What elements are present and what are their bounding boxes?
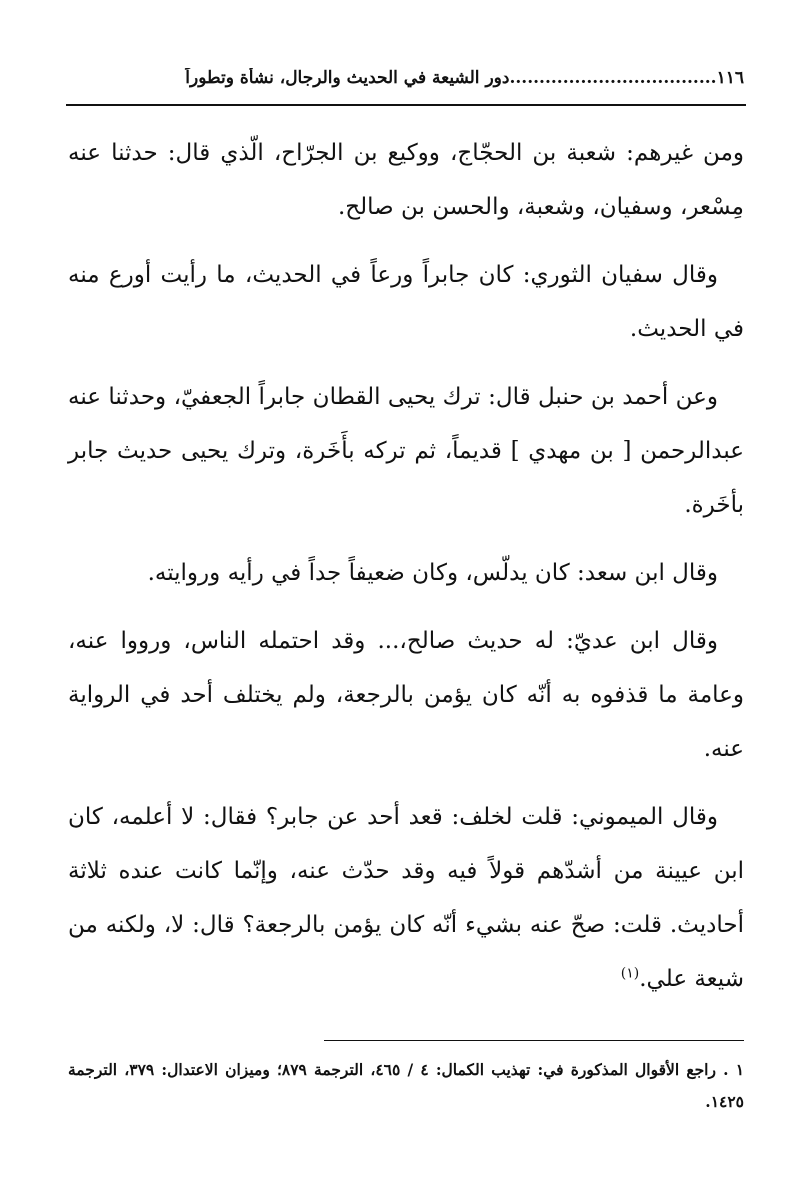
footnote: ١ . راجع الأقوال المذكورة في: تهذيب الكمال: ٤ / ٤٦٥، الترجمة ٨٧٩؛ وميزان الاعتدال: ٣٧٩، الترجمة ١٤٢٥. bbox=[68, 1060, 745, 1111]
page-number: ١١٦ bbox=[716, 68, 744, 88]
paragraph-3: وعن أحمد بن حنبل قال: ترك يحيى القطان جابراً الجعفيّ، وحدثنا عنه عبدالرحمن [ بن مهدي ] قديماً، ثم تركه بأَخَرة، وترك يحيى حديث جابر بأخَرة. bbox=[68, 384, 744, 518]
running-header bbox=[68, 68, 744, 98]
paragraph-1: ومن غيرهم: شعبة بن الحجّاج، ووكيع بن الجرّاح، الّذي قال: حدثنا عنه مِسْعر، وسفيان، وشعبة، والحسن بن صالح. bbox=[68, 140, 744, 220]
header-rule bbox=[66, 104, 746, 106]
main-text bbox=[68, 126, 744, 1020]
paragraph-2: وقال سفيان الثوري: كان جابراً ورعاً في الحديث، ما رأيت أورع منه في الحديث. bbox=[68, 262, 744, 342]
running-title: دور الشيعة في الحديث والرجال، نشأة وتطوراً bbox=[185, 68, 510, 88]
footnote-marker[interactable]: (١) bbox=[620, 965, 640, 982]
paragraph-6 bbox=[68, 790, 744, 1006]
paragraph-5: وقال ابن عديّ: له حديث صالح،... وقد احتمله الناس، ورووا عنه، وعامة ما قذفوه به أنّه كان يؤمن بالرجعة، ولم يختلف أحد في الرواية عنه. bbox=[68, 628, 744, 762]
header-leader-dots: ................................... bbox=[509, 68, 717, 88]
paragraph-6-text: وقال الميموني: قلت لخلف: قعد أحد عن جابر؟ فقال: لا أعلمه، كان ابن عيينة من أشدّهم قولاً فيه وقد حدّث عنه، وإنّما كانت عنده ثلاثة أحاديث. قلت: صحّ عنه بشيء أنّه كان يؤمن بالرجعة؟ قال: لا، ولكنه من شيعة علي. bbox=[68, 804, 744, 992]
paragraph-4: وقال ابن سعد: كان يدلّس، وكان ضعيفاً جداً في رأيه وروايته. bbox=[147, 560, 718, 586]
footnote-rule bbox=[324, 1040, 744, 1041]
